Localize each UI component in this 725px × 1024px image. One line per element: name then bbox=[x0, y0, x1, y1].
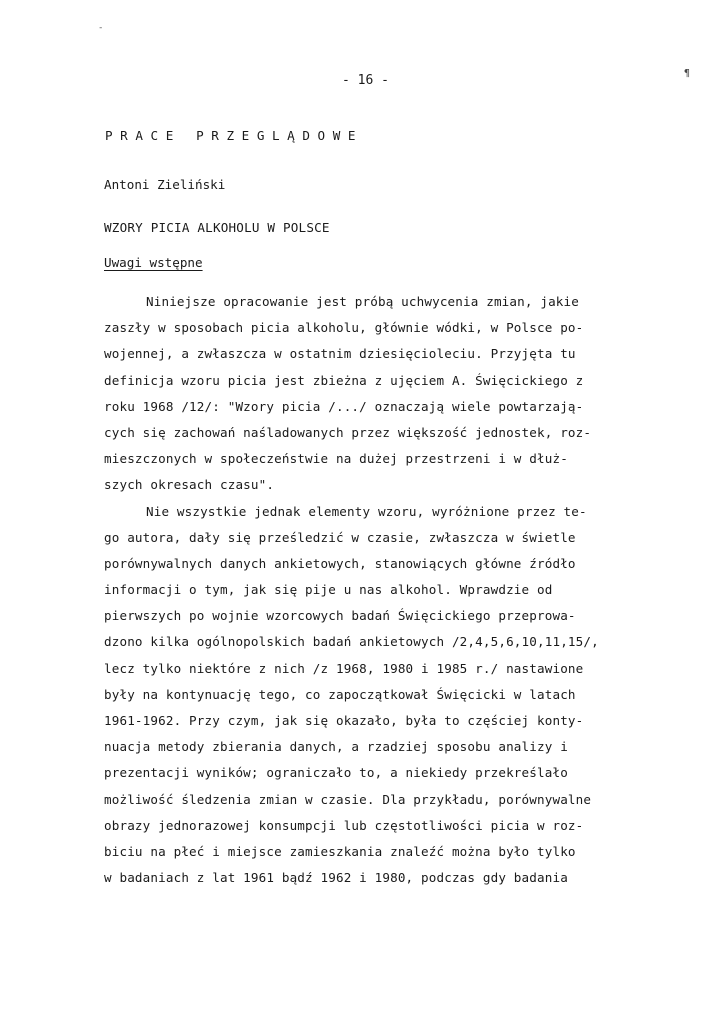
author-name: Antoni Zieliński bbox=[104, 177, 226, 192]
body-line: informacji o tym, jak się pije u nas alkohol. Wprawdzie od bbox=[104, 582, 553, 598]
body-line: obrazy jednorazowej konsumpcji lub częstotliwości picia w roz- bbox=[104, 817, 584, 833]
body-line: Niniejsze opracowanie jest próbą uchwycenia zmian, jakie bbox=[146, 294, 579, 309]
body-text bbox=[104, 289, 640, 891]
subheading: Uwagi wstępne bbox=[104, 255, 203, 270]
body-line: lecz tylko niektóre z nich /z 1968, 1980 i 1985 r./ nastawione bbox=[104, 660, 584, 676]
scan-speck: - bbox=[98, 23, 104, 33]
body-line: biciu na płeć i miejsce zamieszkania znaleźć można było tylko bbox=[104, 843, 576, 859]
corner-mark: ¶ bbox=[684, 68, 691, 79]
body-line: go autora, dały się prześledzić w czasie, zwłaszcza w świetle bbox=[104, 529, 576, 545]
body-line: w badaniach z lat 1961 bądź 1962 i 1980, podczas gdy badania bbox=[104, 870, 568, 886]
body-line: cych się zachowań naśladowanych przez większość jednostek, roz- bbox=[104, 424, 592, 440]
page-number: - 16 - bbox=[342, 73, 389, 88]
article-title: WZORY PICIA ALKOHOLU W POLSCE bbox=[104, 220, 330, 235]
body-line: pierwszych po wojnie wzorcowych badań Święcickiego przeprowa- bbox=[104, 608, 576, 624]
body-line: szych okresach czasu". bbox=[104, 477, 275, 493]
body-line: wojennej, a zwłaszcza w ostatnim dziesięcioleciu. Przyjęta tu bbox=[104, 346, 576, 362]
body-line: 1961-1962. Przy czym, jak się okazało, była to częściej konty- bbox=[104, 713, 584, 728]
body-line: roku 1968 /12/: "Wzory picia /.../ oznaczają wiele powtarzają- bbox=[104, 398, 584, 414]
body-line: nuacja metody zbierania danych, a rzadziej sposobu analizy i bbox=[104, 739, 568, 755]
body-line: zaszły w sposobach picia alkoholu, głównie wódki, w Polsce po- bbox=[104, 320, 584, 336]
body-line: Nie wszystkie jednak elementy wzoru, wyróżnione przez te- bbox=[146, 503, 587, 519]
body-line: definicja wzoru picia jest zbieżna z ujęciem A. Święcickiego z bbox=[104, 372, 584, 388]
body-line: były na kontynuację tego, co zapoczątkował Święcicki w latach bbox=[104, 686, 576, 702]
body-line: prezentacji wyników; ograniczało to, a niekiedy przekreślało bbox=[104, 765, 568, 781]
body-line: dzono kilka ogólnopolskich badań ankietowych /2,4,5,6,10,11,15/, bbox=[104, 634, 599, 650]
section-title: PRACE PRZEGLĄDOWE bbox=[105, 128, 364, 143]
body-line: możliwość śledzenia zmian w czasie. Dla przykładu, porównywalne bbox=[104, 791, 592, 807]
body-line: mieszczonych w społeczeństwie na dużej przestrzeni i w dłuż- bbox=[104, 451, 568, 467]
body-line: porównywalnych danych ankietowych, stanowiących główne źródło bbox=[104, 555, 576, 571]
